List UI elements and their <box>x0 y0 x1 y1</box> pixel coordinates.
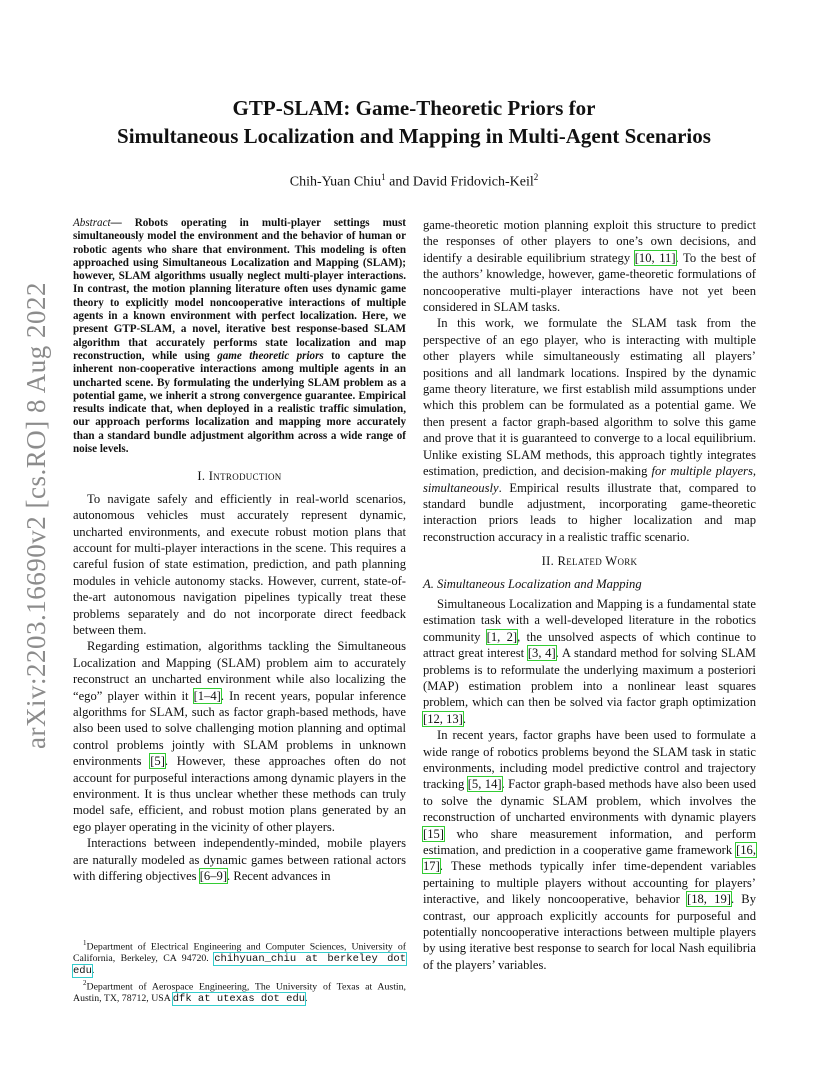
section-heading-introduction: I. Introduction <box>197 469 282 484</box>
author-2-affiliation-mark: 2 <box>533 172 539 182</box>
citation-link[interactable]: [12, 13] <box>423 711 463 726</box>
paper-title <box>60 94 768 150</box>
footnote-2 <box>73 978 406 1005</box>
email-link[interactable]: chihyuan_chiu at berkeley dot edu <box>73 952 406 978</box>
footnote-2-text: Department of Aerospace Engineering, The University of Texas at Austin, Austin, TX, 78712, USA <box>73 981 406 1004</box>
intro-paragraph-4 <box>423 217 756 315</box>
intro-p2-text-b: . In recent years, popular inference algorithms for SLAM, such as factor graph-based methods, have also been used to solve challenging motion planning and optimal control problems jointly with SLAM problems in unknown environments <box>73 688 406 769</box>
right-p1-text-a: game-theoretic motion planning exploit this structure to predict the responses of other players to one’s own decisions, and identify a desirable equilibrium strategy <box>423 218 756 265</box>
right-p4-text-c: who share measurement information, and perform estimation, and prediction in a cooperative game framework <box>423 826 756 858</box>
citation-link[interactable]: [10, 11] <box>634 250 676 265</box>
section-heading-related-work: II. Related Work <box>541 554 638 569</box>
citation-link[interactable]: [1, 2] <box>486 629 518 644</box>
abstract <box>73 217 406 456</box>
footnote-1 <box>73 938 406 978</box>
right-p4-text-d: . These methods typically infer time-dependent variables pertaining to multiple players without accounting for players’ interactive, and likely noncooperative, behavior <box>423 859 756 907</box>
citation-link[interactable]: [6–9] <box>199 869 228 884</box>
right-p3-text-a: Simultaneous Localization and Mapping is a fundamental state estimation task with a well-developed literature in the robotics community <box>423 596 756 644</box>
title-line-2: Simultaneous Localization and Mapping in Multi-Agent Scenarios <box>117 124 711 148</box>
abstract-emphasis: game theoretic priors <box>217 349 324 362</box>
intro-paragraph-2 <box>73 638 406 835</box>
intro-p2-text-a: Regarding estimation, algorithms tackling the Simultaneous Localization and Mapping (SLAM) problem aim to accurately reconstruct an uncharted environment while also localizing the “ego” player within it <box>73 639 406 703</box>
right-p4-text-a: In recent years, factor graphs have been used to formulate a wide range of robotics problems beyond the SLAM task in static environments, including model predictive control and trajectory tracking <box>423 728 756 792</box>
right-p1-text-b: . To the best of the authors’ knowledge, however, game-theoretic formulations of noncooperative multi-player interactions have not yet been considered in SLAM tasks. <box>423 250 756 315</box>
title-line-1: GTP-SLAM: Game-Theoretic Priors for <box>232 96 596 120</box>
author-1-affiliation-mark: 1 <box>381 172 386 182</box>
citation-link[interactable]: [3, 4] <box>527 646 556 661</box>
abstract-label: Abstract <box>73 217 111 229</box>
abstract-text-2: to capture the inherent non-cooperative interactions among multiple agents in an uncharted scene. By formulating the underlying SLAM problem as a potential game, we inherit a strong convergence guarantee. Empirical results indicate that, when deployed in a realistic traffic simulation, our approach performs localization and mapping more accurately than a standard bundle adjustment algorithm across a wide range of noise levels. <box>73 349 406 456</box>
right-p4-text-b: . Factor graph-based methods have also been used to solve the dynamic SLAM problem, which involves the reconstruction of uncharted environments with dynamic players <box>423 777 757 825</box>
intro-paragraph-1: To navigate safely and efficiently in real-world scenarios, autonomous vehicles must accurately represent dynamic, uncharted environments, and execute robust motion plans that account for multi-player interactions in the scene. This requires a careful fusion of state estimation, prediction, and path planning modules in vehicle autonomy stacks. However, current, state-of-the-art autonomous navigation pipelines typically treat these problems separately and do not incorporate direct feedback between them. <box>73 491 406 637</box>
footnotes <box>73 938 406 1006</box>
citation-link[interactable]: [1–4] <box>193 688 221 703</box>
citation-link[interactable]: [5] <box>150 754 165 769</box>
citation-link[interactable]: [5, 14] <box>467 777 502 792</box>
right-p2-emphasis: for multiple players, simultaneously <box>423 464 756 495</box>
abstract-text-1: — Robots operating in multi-player settings must simultaneously model the environment and the behavior of human or robotic agents who share that environment. This modeling is often approached using Simultaneous Localization and Mapping (SLAM); however, SLAM algorithms usually neglect multi-player interactions. In contrast, the motion planning literature often uses dynamic game theory to explicitly model noncooperative interactions of multiple agents in a known environment with perfect localization. Here, we present GTP-SLAM, a novel, iterative best response-based SLAM algorithm that accurately performs state localization and map reconstruction, while using <box>73 217 406 362</box>
intro-p3-text-b: . Recent advances in <box>227 869 331 884</box>
right-p3-text-c: . A standard method for solving SLAM problems is to reformulate the underlying maximum a posteriori (MAP) estimation problem into a nonlinear least squares problem, which can then be solved via factor graph optimization <box>423 646 756 710</box>
right-p4-text-e: . By contrast, our approach explicitly accounts for purposeful and potentially noncooperative interactions between multiple players by using iterative best response to search for local Nash equilibria of the players’ variables. <box>423 892 757 972</box>
citation-link[interactable]: [18, 19] <box>687 892 731 907</box>
intro-paragraph-3 <box>73 835 406 884</box>
footnote-1-mark: 1 <box>83 939 87 947</box>
author-1: Chih-Yuan Chiu <box>289 174 382 190</box>
citation-link[interactable]: [16, 17] <box>423 843 756 874</box>
author-conjunction: and <box>389 174 410 190</box>
right-p2-text-a: In this work, we formulate the SLAM task from the perspective of an ego player, who is interacting with multiple other players while simultaneously estimating all players’ positions and all landmark locations. Inspired by the dynamic game theory literature, we first establish mild assumptions under which this problem can be formulated as a potential game. We then present a factor graph-based algorithm to solve this game and prove that it is guaranteed to converge to a local equilibrium. Unlike existing SLAM methods, this approach tightly integrates estimation, prediction, and decision-making <box>423 316 756 479</box>
arxiv-identifier-sidebar <box>20 275 52 755</box>
intro-p2-text-c: . However, these approaches often do not account for purposeful interactions among dynamic players in the environment. It is thus unclear whether these methods can truly model safe, efficient, and robust motion plans generated by an ego player operating in the vicinity of other players. <box>73 754 407 834</box>
related-paragraph-1 <box>423 596 756 727</box>
related-paragraph-2 <box>423 727 756 973</box>
intro-paragraph-5 <box>423 315 756 545</box>
right-column <box>423 217 756 973</box>
right-p2-text-b: . Empirical results illustrate that, compared to standard bundle adjustment, incorporating game-theoretic interaction priors leads to higher localization and map reconstruction accuracy in a realistic traffic scenario. <box>423 480 756 544</box>
left-column <box>73 217 406 885</box>
right-p3-text-d: . <box>462 711 467 726</box>
author-2: David Fridovich-Keil <box>412 174 534 190</box>
author-list <box>60 172 768 191</box>
citation-link[interactable]: [15] <box>423 826 444 841</box>
intro-p3-text-a: Interactions between independently-minded, mobile players are naturally modeled as dynamic games between rational actors with differing objectives <box>73 836 406 884</box>
arxiv-id-text: arXiv:2203.16690v2 [cs.RO] 8 Aug 2022 <box>20 281 51 749</box>
footnote-1-text: Department of Electrical Engineering and Computer Sciences, University of California, Berkeley, CA 94720. <box>73 941 406 964</box>
footnote-2-end: . <box>305 992 308 1004</box>
right-p3-text-b: , the unsolved aspects of which continue to attract great interest <box>423 629 757 661</box>
footnote-2-mark: 2 <box>83 979 87 988</box>
subsection-heading-slam: A. Simultaneous Localization and Mapping <box>423 576 642 591</box>
footnote-1-end: . <box>91 965 95 977</box>
email-link[interactable]: dfk at utexas dot edu <box>172 992 306 1005</box>
